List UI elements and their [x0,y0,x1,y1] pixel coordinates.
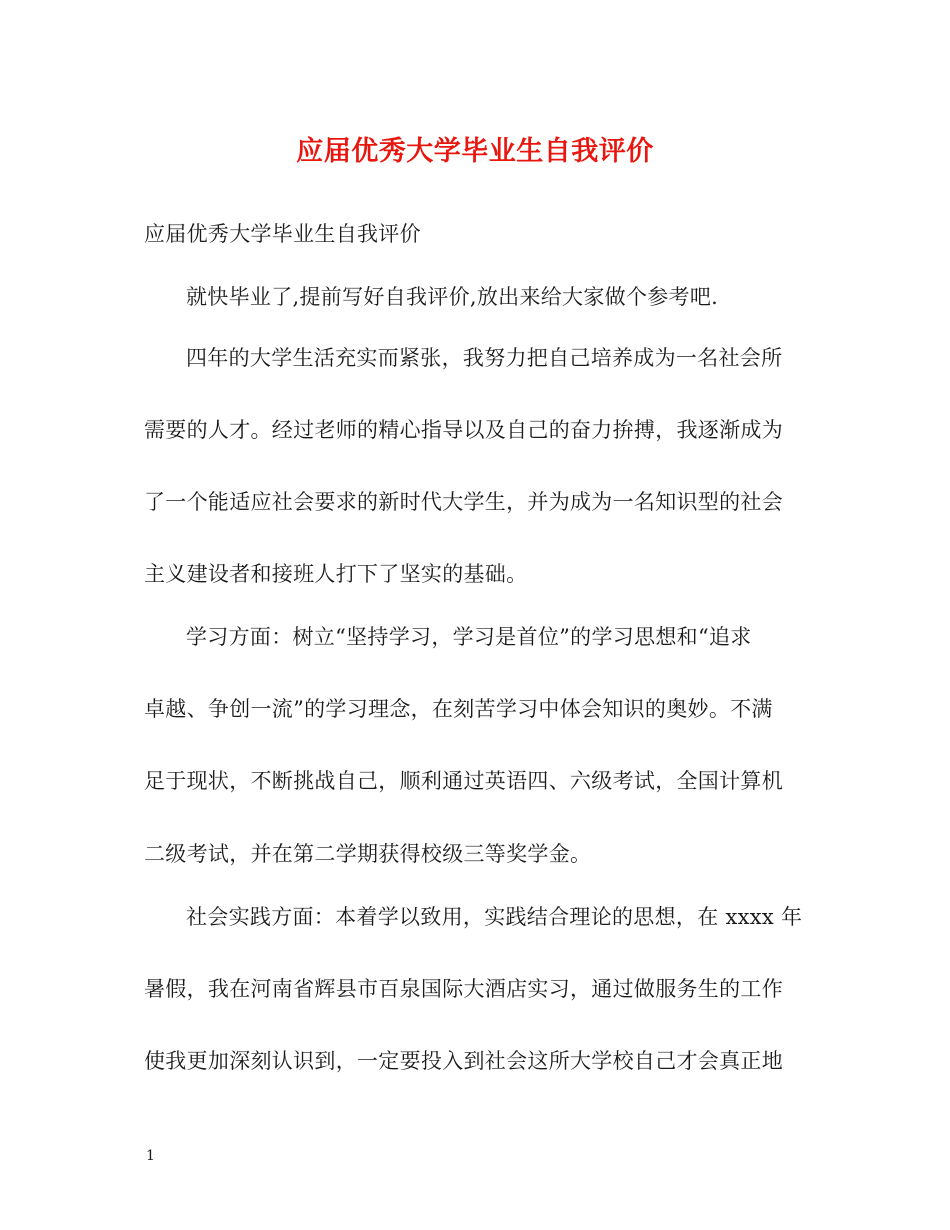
paragraph-line: 就快毕业了,提前写好自我评价,放出来给大家做个参考吧. [186,285,719,309]
document-subtitle: 应届优秀大学毕业生自我评价 [144,222,421,246]
paragraph-line: 使我更加深刻认识到，一定要投入到社会这所大学校自己才会真正地 [144,1049,783,1073]
paragraph-line: 主义建设者和接班人打下了坚实的基础。 [144,562,528,586]
paragraph-line: 社会实践方面：本着学以致用，实践结合理论的思想，在 xxxx 年 [186,905,803,929]
page-number: 1 [146,1148,155,1164]
paragraph-line: 四年的大学生活充实而紧张，我努力把自己培养成为一名社会所 [186,346,783,370]
paragraph-line: 了一个能适应社会要求的新时代大学生，并为成为一名知识型的社会 [144,490,783,514]
document-title: 应届优秀大学毕业生自我评价 [296,136,654,167]
paragraph-line: 需要的人才。经过老师的精心指导以及自己的奋力拚搏，我逐渐成为 [144,418,783,442]
paragraph-line: 暑假，我在河南省辉县市百泉国际大酒店实习，通过做服务生的工作 [144,977,783,1001]
paragraph-line: 学习方面：树立“坚持学习，学习是首位”的学习思想和“追求 [186,625,752,649]
paragraph-line: 二级考试，并在第二学期获得校级三等奖学金。 [144,842,592,866]
paragraph-line: 卓越、争创一流”的学习理念，在刻苦学习中体会知识的奥妙。不满 [144,697,773,721]
paragraph-line: 足于现状，不断挑战自己，顺利通过英语四、六级考试，全国计算机 [144,769,783,793]
